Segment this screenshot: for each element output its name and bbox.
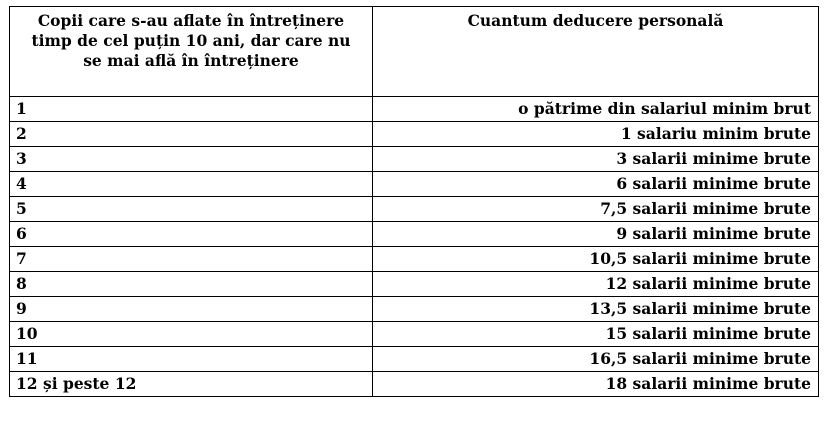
deduction-amount-cell: 15 salarii minime brute <box>373 322 819 347</box>
deduction-amount-cell: 12 salarii minime brute <box>373 272 819 297</box>
deduction-amount-cell: 13,5 salarii minime brute <box>373 297 819 322</box>
deduction-amount-cell: 10,5 salarii minime brute <box>373 247 819 272</box>
table-row <box>10 297 819 322</box>
children-count-cell: 2 <box>10 122 373 147</box>
children-count-cell: 9 <box>10 297 373 322</box>
table-row <box>10 97 819 122</box>
table-row <box>10 272 819 297</box>
children-count-cell: 10 <box>10 322 373 347</box>
table-row <box>10 322 819 347</box>
children-count-cell: 11 <box>10 347 373 372</box>
header-children-count-line-1: Copii care s-au aflate în întreținere <box>37 11 345 30</box>
table-row <box>10 197 819 222</box>
deduction-amount-cell: 7,5 salarii minime brute <box>373 197 819 222</box>
header-children-count <box>10 7 373 97</box>
children-count-cell: 12 și peste 12 <box>10 372 373 397</box>
table-row <box>10 347 819 372</box>
table-header <box>10 7 819 97</box>
deduction-amount-cell: 16,5 salarii minime brute <box>373 347 819 372</box>
deduction-amount-cell: 1 salariu minim brute <box>373 122 819 147</box>
deduction-amount-cell: 18 salarii minime brute <box>373 372 819 397</box>
deduction-amount-cell: 3 salarii minime brute <box>373 147 819 172</box>
deduction-amount-cell: 9 salarii minime brute <box>373 222 819 247</box>
deduction-amount-cell: 6 salarii minime brute <box>373 172 819 197</box>
table-row <box>10 222 819 247</box>
table-row <box>10 247 819 272</box>
table-row <box>10 172 819 197</box>
table-row <box>10 372 819 397</box>
children-count-cell: 7 <box>10 247 373 272</box>
header-children-count-line-3: se mai află în întreținere <box>83 51 299 70</box>
children-count-cell: 8 <box>10 272 373 297</box>
header-row <box>10 7 819 97</box>
table-row <box>10 147 819 172</box>
children-count-cell: 4 <box>10 172 373 197</box>
deduction-amount-cell: o pătrime din salariul minim brut <box>373 97 819 122</box>
header-children-count-line-2: timp de cel puțin 10 ani, dar care nu <box>31 31 351 50</box>
deduction-table <box>9 6 819 397</box>
children-count-cell: 1 <box>10 97 373 122</box>
children-count-cell: 6 <box>10 222 373 247</box>
children-count-cell: 5 <box>10 197 373 222</box>
header-deduction-amount: Cuantum deducere personală <box>373 7 819 97</box>
table-body <box>10 97 819 397</box>
table-row <box>10 122 819 147</box>
children-count-cell: 3 <box>10 147 373 172</box>
